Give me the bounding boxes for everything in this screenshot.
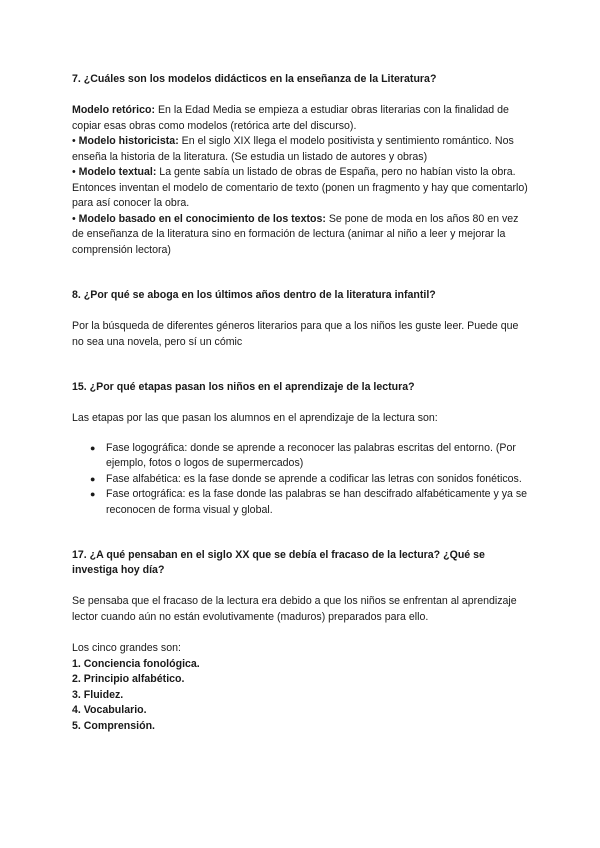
question-17-answer: Se pensaba que el fracaso de la lectura era debido a que los niños se enfrentan al aprendizaje lector cuando aún no están evolutivamente (maduros) preparados para ello. <box>72 595 517 623</box>
question-17-list-intro: Los cinco grandes son: <box>72 642 181 654</box>
bullet-icon: ● <box>90 489 96 499</box>
model-historicista: • Modelo historicista: En el siglo XIX llega el modelo positivista y sentimiento romántico. Nos enseña la historia de la literatura. (Se estudia un listado de autores y obras) <box>72 135 514 163</box>
model-label: Modelo basado en el conocimiento de los textos: <box>78 212 326 225</box>
bullet-icon: ● <box>90 442 96 453</box>
question-8-answer: Por la búsqueda de diferentes géneros literarios para que a los niños les guste leer. Puede que no sea una novela, pero sí un cómic <box>72 320 519 348</box>
bullet-icon: ● <box>90 473 96 484</box>
model-label: Modelo retórico: <box>72 104 155 116</box>
list-item: ● Fase alfabética: es la fase donde se aprende a codificar las letras con sonidos fonéticos. <box>90 472 532 488</box>
list-item: 4. Vocabulario. <box>72 704 147 716</box>
question-7-heading: 7. ¿Cuáles son los modelos didácticos en la enseñanza de la Literatura? <box>72 73 437 85</box>
list-item: 3. Fluidez. <box>72 688 124 701</box>
document-page <box>72 72 532 734</box>
question-17-heading: 17. ¿A qué pensaban en el siglo XX que se debía el fracaso de la lectura? ¿Qué se investiga hoy día? <box>72 549 485 576</box>
model-textual: • Modelo textual: La gente sabía un listado de obras de España, pero no habían visto la obra. Entonces inventan el modelo de comentario de texto (ponen un fragmento y hay que comentarlo) para así conocer la obra. <box>72 166 528 209</box>
list-item: ● Fase ortográfica: es la fase donde las palabras se han descifrado alfabéticamente y ya se reconocen de forma visual y global. <box>90 488 528 516</box>
question-15-intro: Las etapas por las que pasan los alumnos en el aprendizaje de la lectura son: <box>72 412 438 424</box>
model-label: Modelo textual: <box>78 166 157 178</box>
list-item: 2. Principio alfabético. <box>72 673 185 685</box>
model-retorico: Modelo retórico: En la Edad Media se empieza a estudiar obras literarias con la finalidad de copiar esas obras como modelos (retórica arte del discurso). <box>72 104 509 132</box>
list-item: ● Fase logográfica: donde se aprende a reconocer las palabras escritas del entorno. (Por ejemplo, fotos o logos de supermercados) <box>90 441 516 469</box>
model-label: Modelo historicista: <box>78 135 179 147</box>
list-item: 1. Conciencia fonológica. <box>72 657 200 670</box>
stages-list <box>72 441 532 519</box>
question-15-heading: 15. ¿Por qué etapas pasan los niños en el aprendizaje de la lectura? <box>72 381 415 393</box>
question-8-heading: 8. ¿Por qué se aboga en los últimos años dentro de la literatura infantil? <box>72 289 436 301</box>
model-conocimiento-textos: • Modelo basado en el conocimiento de los textos: Se pone de moda en los años 80 en vez de enseñanza de la literatura sino en formación de lectura (animar al niño a leer y mejorar la comprensión lectora) <box>72 212 519 256</box>
list-item: 5. Comprensión. <box>72 719 155 732</box>
